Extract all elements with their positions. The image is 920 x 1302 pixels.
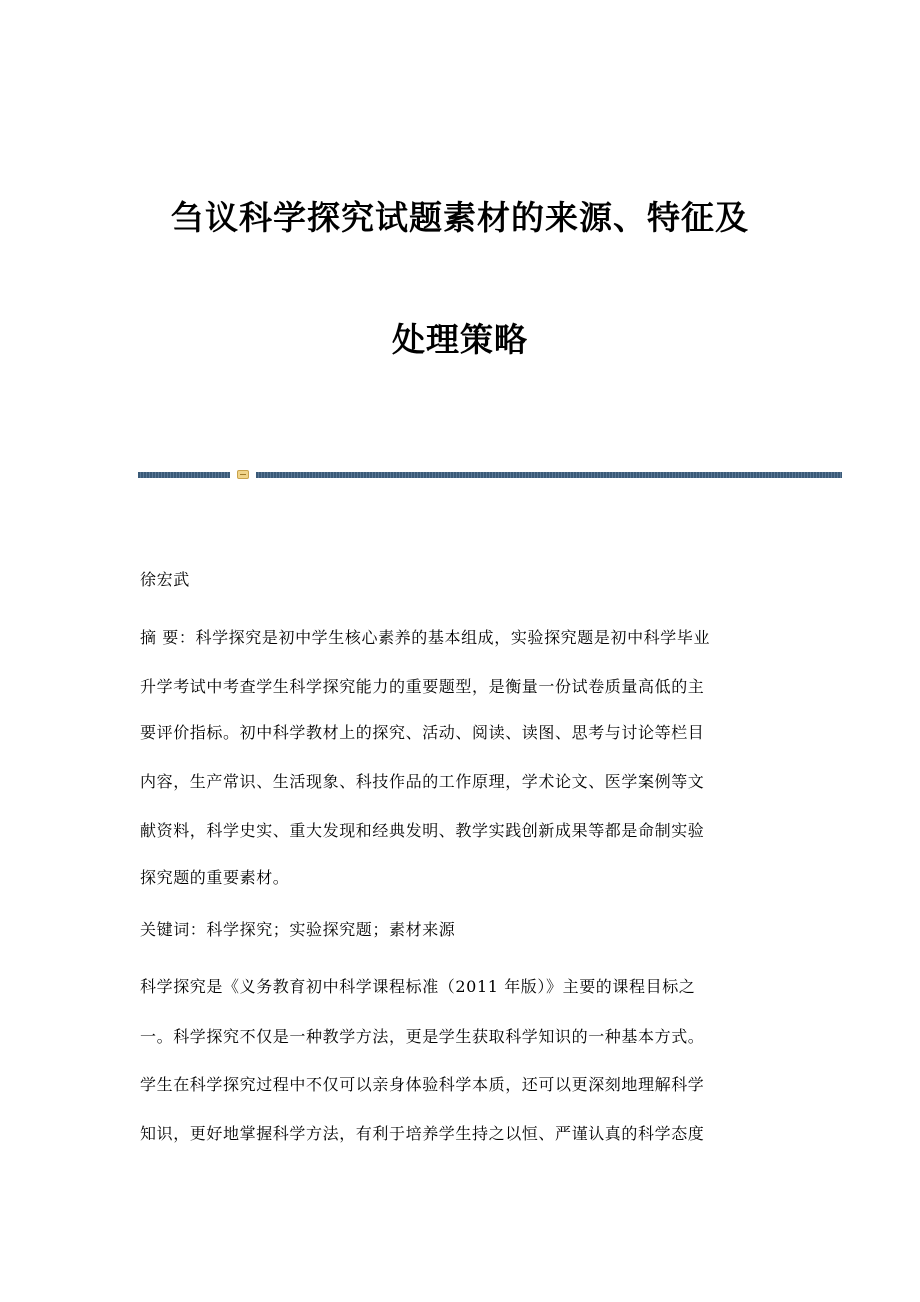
abstract-line: 要评价指标。初中科学教材上的探究、活动、阅读、读图、思考与讨论等栏目 (140, 723, 705, 742)
keywords-line: 关键词：科学探究；实验探究题；素材来源 (140, 920, 456, 939)
abstract-line: 探究题的重要素材。 (140, 868, 290, 887)
body-line: 科学探究是《义务教育初中科学课程标准（2011 年版）》主要的课程目标之 (140, 977, 696, 996)
divider-bar-left (138, 472, 230, 478)
abstract-line: 升学考试中考查学生科学探究能力的重要题型，是衡量一份试卷质量高低的主 (140, 677, 705, 696)
body-line: 学生在科学探究过程中不仅可以亲身体验科学本质，还可以更深刻地理解科学 (140, 1075, 705, 1094)
abstract-line: 献资料，科学史实、重大发现和经典发明、教学实践创新成果等都是命制实验 (140, 821, 705, 840)
abstract-line: 摘 要：科学探究是初中学生核心素养的基本组成，实验探究题是初中科学毕业 (140, 628, 711, 647)
title-divider (138, 469, 842, 481)
document-title-line-2: 处理策略 (392, 320, 528, 359)
abstract-line: 内容，生产常识、生活现象、科技作品的工作原理，学术论文、医学案例等文 (140, 772, 705, 791)
document-title-line-1: 刍议科学探究试题素材的来源、特征及 (171, 198, 749, 237)
body-line: 知识，更好地掌握科学方法，有利于培养学生持之以恒、严谨认真的科学态度 (140, 1124, 705, 1143)
divider-bar-right (256, 472, 842, 478)
author-name: 徐宏武 (140, 570, 190, 589)
divider-ornament-icon (237, 470, 249, 479)
body-line: 一。科学探究不仅是一种教学方法，更是学生获取科学知识的一种基本方式。 (140, 1027, 705, 1046)
